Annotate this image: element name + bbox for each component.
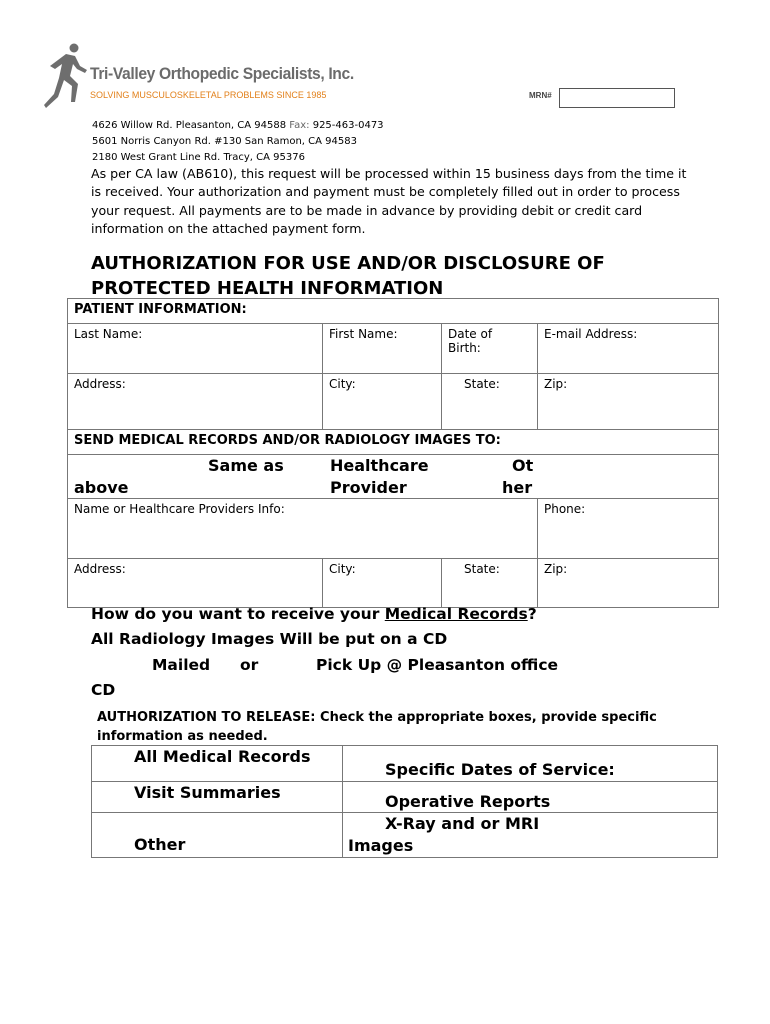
- company-name: Tri-Valley Orthopedic Specialists, Inc.: [90, 64, 354, 83]
- cd-text: CD: [91, 681, 116, 699]
- first-name-field[interactable]: First Name:: [323, 324, 442, 374]
- provider-info-field[interactable]: Name or Healthcare Providers Info:: [68, 499, 538, 559]
- visit-summaries-option[interactable]: Visit Summaries: [134, 783, 281, 802]
- provider-state-field[interactable]: State:: [442, 559, 538, 608]
- xray-mri-option[interactable]: X-Ray and or MRI: [385, 814, 540, 833]
- pickup-option[interactable]: Pick Up @ Pleasanton office: [316, 656, 559, 674]
- xray-mri-option[interactable]: Images: [348, 836, 414, 855]
- patient-info-table: [67, 298, 719, 608]
- patient-info-header: PATIENT INFORMATION:: [68, 299, 719, 324]
- or-text: or: [240, 656, 259, 674]
- all-medical-records-option[interactable]: All Medical Records: [134, 747, 311, 766]
- other-option[interactable]: her: [502, 478, 533, 497]
- other-cell[interactable]: [92, 813, 343, 858]
- same-as-above-option[interactable]: Same as: [208, 456, 284, 475]
- instruction-line: AUTHORIZATION TO RELEASE: Check the appropriate boxes, provide specific: [97, 710, 657, 725]
- question-mark: ?: [527, 605, 537, 623]
- question-text: How do you want to receive your: [91, 605, 385, 623]
- provider-city-field[interactable]: City:: [323, 559, 442, 608]
- page-title: [91, 251, 691, 301]
- radiology-note: All Radiology Images Will be put on a CD: [91, 630, 448, 648]
- dob-field[interactable]: [442, 324, 538, 374]
- patient-state-field[interactable]: State:: [442, 374, 538, 430]
- patient-zip-field[interactable]: Zip:: [538, 374, 719, 430]
- provider-phone-field[interactable]: Phone:: [538, 499, 719, 559]
- medical-records-link: Medical Records: [384, 605, 528, 623]
- company-tagline: SOLVING MUSCULOSKELETAL PROBLEMS SINCE 1985: [90, 90, 327, 100]
- specific-dates-cell[interactable]: [343, 746, 718, 782]
- healthcare-provider-option[interactable]: Provider: [330, 478, 407, 497]
- intro-paragraph: As per CA law (AB610), this request will be processed within 15 business days from the time it is received. Your authorization and payment must be completely filled out in order to process your request. All payments are to be made in advance by providing debit or credit card information on the attached payment form.: [91, 166, 687, 236]
- last-name-field[interactable]: Last Name:: [68, 324, 323, 374]
- other-release-option[interactable]: Other: [134, 835, 186, 854]
- title-line: PROTECTED HEALTH INFORMATION: [91, 278, 444, 299]
- mrn-label: MRN#: [529, 91, 552, 100]
- title-line: AUTHORIZATION FOR USE AND/OR DISCLOSURE OF: [91, 253, 605, 274]
- dob-label: Date of: [448, 327, 493, 341]
- fax-number: 925-463-0473: [312, 120, 384, 131]
- specific-dates-option[interactable]: Specific Dates of Service:: [385, 760, 615, 779]
- xray-mri-cell[interactable]: [343, 813, 718, 858]
- other-option[interactable]: Ot: [512, 456, 534, 475]
- visit-summaries-cell[interactable]: [92, 782, 343, 813]
- send-to-options: [68, 455, 719, 499]
- fax-label: Fax:: [289, 120, 310, 131]
- same-as-above-option[interactable]: above: [74, 478, 129, 497]
- provider-zip-field[interactable]: Zip:: [538, 559, 719, 608]
- dob-label: Birth:: [448, 341, 481, 355]
- instruction-line: information as needed.: [97, 729, 268, 744]
- office-address-pleasanton: [92, 120, 384, 131]
- office-address-tracy: 2180 West Grant Line Rd. Tracy, CA 95376: [92, 152, 305, 163]
- authorization-instructions: [97, 708, 697, 746]
- mailed-option[interactable]: Mailed: [152, 656, 211, 674]
- release-options-table: [91, 745, 718, 858]
- send-records-header: SEND MEDICAL RECORDS AND/OR RADIOLOGY IMAGES TO:: [68, 430, 719, 455]
- receive-question: [91, 605, 537, 623]
- healthcare-provider-option[interactable]: Healthcare: [330, 456, 429, 475]
- patient-city-field[interactable]: City:: [323, 374, 442, 430]
- address-line: 4626 Willow Rd. Pleasanton, CA 94588: [92, 120, 287, 131]
- patient-address-field[interactable]: Address:: [68, 374, 323, 430]
- all-medical-records-cell[interactable]: [92, 746, 343, 782]
- operative-reports-option[interactable]: Operative Reports: [385, 792, 551, 811]
- provider-address-field[interactable]: Address:: [68, 559, 323, 608]
- operative-reports-cell[interactable]: [343, 782, 718, 813]
- email-field[interactable]: E-mail Address:: [538, 324, 719, 374]
- office-address-san-ramon: 5601 Norris Canyon Rd. #130 San Ramon, CA 94583: [92, 136, 357, 147]
- runner-icon: [44, 44, 87, 109]
- mrn-input[interactable]: [559, 88, 675, 108]
